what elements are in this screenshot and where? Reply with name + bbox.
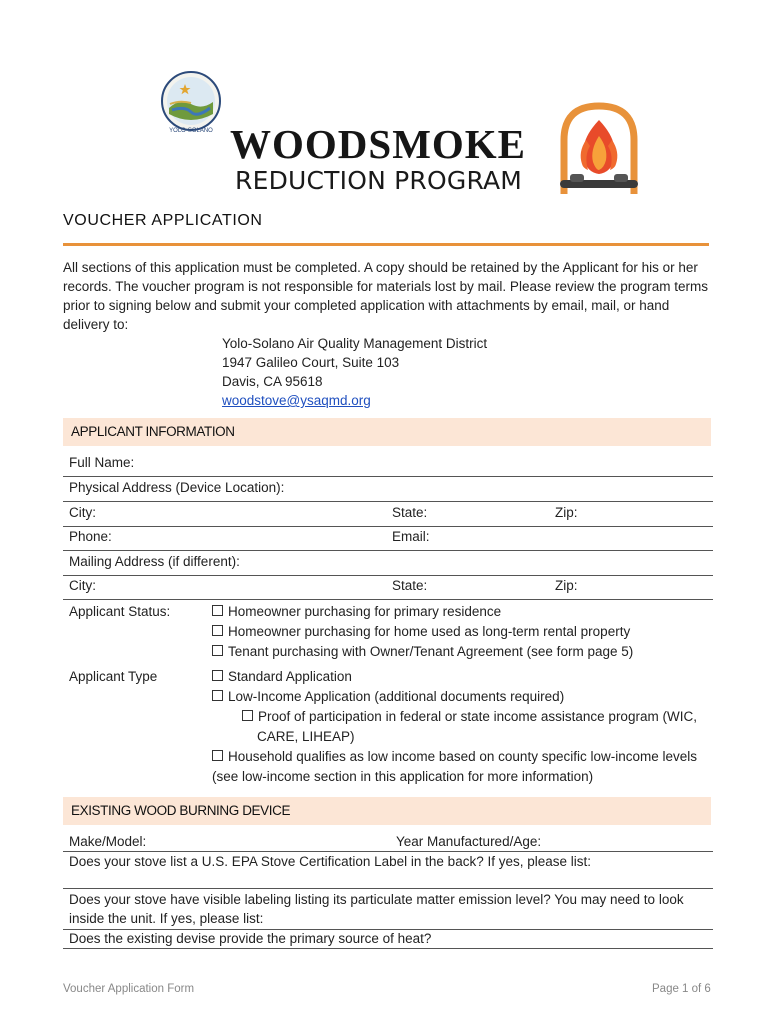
mailing-zip-label: Zip: bbox=[555, 578, 578, 593]
title-divider bbox=[63, 243, 709, 246]
status-option-tenant[interactable]: Tenant purchasing with Owner/Tenant Agreement (see form page 5) bbox=[212, 642, 633, 662]
checkbox[interactable] bbox=[212, 670, 223, 681]
address-line-2: 1947 Galileo Court, Suite 103 bbox=[222, 355, 400, 370]
phone-email-field[interactable] bbox=[63, 550, 713, 551]
district-seal-logo bbox=[160, 70, 222, 132]
year-manufactured-label: Year Manufactured/Age: bbox=[396, 834, 542, 849]
make-model-label: Make/Model: bbox=[69, 834, 147, 849]
mailing-state-label: State: bbox=[392, 578, 428, 593]
make-model-field[interactable] bbox=[63, 851, 713, 852]
emission-label-question: Does your stove have visible labeling listing its particulate matter emission level? You may need to look bbox=[69, 892, 684, 907]
physical-address-field[interactable] bbox=[63, 501, 713, 502]
program-title-sub: REDUCTION PROGRAM bbox=[235, 166, 523, 195]
applicant-status-options bbox=[212, 602, 633, 662]
checkbox[interactable] bbox=[212, 645, 223, 656]
checkbox[interactable] bbox=[212, 750, 223, 761]
phone-label: Phone: bbox=[69, 529, 112, 544]
mailing-address-field[interactable] bbox=[63, 575, 713, 576]
mailing-address-label: Mailing Address (if different): bbox=[69, 554, 240, 569]
primary-heat-question: Does the existing devise provide the primary source of heat? bbox=[69, 931, 432, 946]
footer-page-number: Page 1 of 6 bbox=[652, 983, 711, 995]
address-line-3: Davis, CA 95618 bbox=[222, 374, 323, 389]
intro-paragraph: All sections of this application must be completed. A copy should be retained by the Applicant for his or her records. The voucher program is not responsible for materials lost by mail. Please review the program terms prior to signing below and submit your completed application with attachments by email, mail, or hand delivery to: bbox=[63, 260, 709, 332]
zip-label: Zip: bbox=[555, 505, 578, 520]
email-label: Email: bbox=[392, 529, 430, 544]
city-state-zip-field[interactable] bbox=[63, 526, 713, 527]
program-title-main: WOODSMOKE bbox=[230, 121, 527, 167]
type-option-proof-cont: CARE, LIHEAP) bbox=[257, 729, 355, 744]
checkbox[interactable] bbox=[212, 625, 223, 636]
emission-label-question-cont: inside the unit. If yes, please list: bbox=[69, 911, 264, 926]
physical-address-label: Physical Address (Device Location): bbox=[69, 480, 285, 495]
epa-label-question: Does your stove list a U.S. EPA Stove Certification Label in the back? If yes, please list: bbox=[69, 854, 592, 869]
full-name-label: Full Name: bbox=[69, 455, 135, 470]
applicant-type-label: Applicant Type bbox=[69, 669, 158, 684]
status-option-primary[interactable]: Homeowner purchasing for primary residence bbox=[212, 602, 633, 622]
checkbox[interactable] bbox=[212, 605, 223, 616]
applicant-section-header bbox=[63, 418, 711, 446]
existing-device-section-title: EXISTING WOOD BURNING DEVICE bbox=[71, 803, 291, 818]
checkbox[interactable] bbox=[242, 710, 253, 721]
submission-email-link[interactable]: woodstove@ysaqmd.org bbox=[222, 393, 371, 408]
existing-device-section-header bbox=[63, 797, 711, 825]
header-logos bbox=[150, 70, 650, 200]
primary-heat-answer-field[interactable] bbox=[63, 948, 713, 949]
city-label: City: bbox=[69, 505, 96, 520]
applicant-status-label: Applicant Status: bbox=[69, 604, 171, 619]
mailing-city-state-zip-field[interactable] bbox=[63, 599, 713, 600]
epa-label-answer-field[interactable] bbox=[63, 888, 713, 889]
type-option-proof[interactable]: Proof of participation in federal or state income assistance program (WIC, bbox=[212, 707, 697, 727]
type-option-standard[interactable]: Standard Application bbox=[212, 667, 697, 687]
type-option-household[interactable]: Household qualifies as low income based on county specific low-income levels bbox=[212, 747, 697, 767]
applicant-section-title: APPLICANT INFORMATION bbox=[71, 424, 235, 439]
mailing-address-block bbox=[222, 334, 487, 410]
seal-caption: YOLO-SOLANO bbox=[169, 128, 213, 134]
form-title: VOUCHER APPLICATION bbox=[63, 212, 263, 229]
state-label: State: bbox=[392, 505, 428, 520]
full-name-field[interactable] bbox=[63, 476, 713, 477]
address-line-1: Yolo-Solano Air Quality Management District bbox=[222, 336, 488, 351]
applicant-type-options bbox=[212, 667, 697, 787]
emission-answer-field[interactable] bbox=[63, 929, 713, 930]
type-option-household-cont: (see low-income section in this application for more information) bbox=[212, 769, 594, 784]
checkbox[interactable] bbox=[212, 690, 223, 701]
type-option-low-income[interactable]: Low-Income Application (additional documents required) bbox=[212, 687, 697, 707]
mailing-city-label: City: bbox=[69, 578, 96, 593]
fireplace-flame-icon bbox=[550, 100, 648, 198]
status-option-rental[interactable]: Homeowner purchasing for home used as long-term rental property bbox=[212, 622, 633, 642]
footer-form-name: Voucher Application Form bbox=[63, 983, 195, 995]
